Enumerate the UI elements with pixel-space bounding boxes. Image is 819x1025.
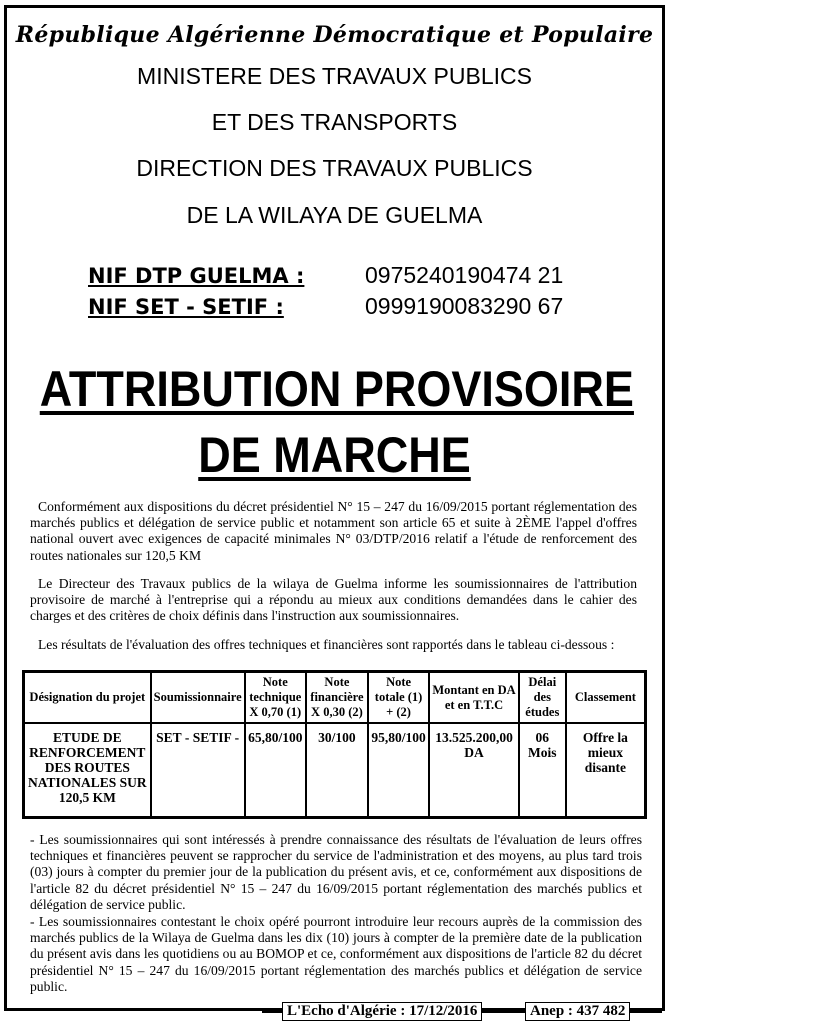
- cell-delai: 06 Mois: [519, 723, 566, 818]
- cell-note-totale: 95,80/100: [368, 723, 429, 818]
- paragraph-consultation: - Les soumissionnaires qui sont intéressés à prendre connaissance des résultats de l'évaluation de leurs offres techniques et financières peuvent se rapprocher du service de l'administration et des moyens, au plus tard trois (03) jours à compter du premier jour de la publication du présent avis, et ce, conformément aux dispositions de l'article 82 du décret présidentiel N° 15 – 247 du 16/09/2015 portant réglementation des marchés publics et délégation de service public.: [30, 832, 642, 912]
- col-header-classement: Classement: [566, 672, 646, 724]
- cell-soumissionnaire: SET - SETIF -: [151, 723, 245, 818]
- ministry-line-4: DE LA WILAYA DE GUELMA: [186, 202, 483, 228]
- table-header-row: [24, 672, 646, 724]
- nif-value-dtp: 0975240190474 21: [365, 262, 564, 288]
- cell-note-technique: 65,80/100: [245, 723, 306, 818]
- col-header-note-totale: Note totale (1) + (2): [368, 672, 429, 724]
- table-row: [24, 723, 646, 818]
- footer-anep: Anep : 437 482: [525, 1002, 630, 1021]
- nif-value-set: 0999190083290 67: [365, 293, 564, 319]
- cell-classement: Offre la mieux disante: [566, 723, 646, 818]
- paragraph-results-intro: Les résultats de l'évaluation des offres techniques et financières sont rapportés dans le tableau ci-dessous :: [38, 637, 615, 652]
- title-line-1: ATTRIBUTION PROVISOIRE: [39, 361, 634, 417]
- paragraph-director: Le Directeur des Travaux publics de la wilaya de Guelma informe les soumissionnaires de l'attribution provisoire de marché à l'entreprise qui a répondu au mieux aux conditions demandées dans le cahier des charges et des critères de choix définis dans l'instruction aux soumissionnaires.: [30, 576, 637, 624]
- col-header-note-technique: Note technique X 0,70 (1): [245, 672, 306, 724]
- cell-montant: 13.525.200,00 DA: [429, 723, 519, 818]
- ministry-line-1: MINISTERE DES TRAVAUX PUBLICS: [137, 63, 532, 89]
- cell-designation: ETUDE DE RENFORCEMENT DES ROUTES NATIONALES SUR 120,5 KM: [24, 723, 151, 818]
- ministry-line-3: DIRECTION DES TRAVAUX PUBLICS: [136, 155, 533, 181]
- cell-note-financiere: 30/100: [306, 723, 368, 818]
- paragraph-decree: Conformément aux dispositions du décret présidentiel N° 15 – 247 du 16/09/2015 portant réglementation des marchés publics et délégation de service public et notamment son article 65 et suite à 2ÈME l'appel d'offres national ouvert avec exigences de capacité minimales N° 03/DTP/2016 relatif a l'étude de renforcement des routes nationales sur 120,5 KM: [30, 499, 637, 563]
- ministry-line-2: ET DES TRANSPORTS: [211, 109, 458, 135]
- col-header-designation: Désignation du projet: [24, 672, 151, 724]
- nif-label-dtp: NIF DTP GUELMA :: [88, 264, 305, 288]
- col-header-note-financiere: Note financière X 0,30 (2): [306, 672, 368, 724]
- results-table: [22, 670, 647, 819]
- col-header-delai: Délai des études: [519, 672, 566, 724]
- paragraph-recours: - Les soumissionnaires contestant le choix opéré pourront introduire leur recours auprès de la commission des marchés publics de la Wilaya de Guelma dans les dix (10) jours à compter de la première date de la publication du présent avis dans les quotidiens ou au BOMOP et ce, conformément aux dispositions de l'article 82 du décret présidentiel N° 15 – 247 du 16/09/2015 portant réglementation des marchés publics et délégation de service public.: [30, 914, 642, 994]
- republic-heading: République Algérienne Démocratique et Populaire: [15, 22, 654, 48]
- col-header-soumissionnaire: Soumissionnaire: [151, 672, 245, 724]
- col-header-montant: Montant en DA et en T.T.C: [429, 672, 519, 724]
- title-line-2: DE MARCHE: [198, 427, 471, 483]
- nif-label-set: NIF SET - SETIF :: [88, 295, 284, 319]
- footer-source: L'Echo d'Algérie : 17/12/2016: [282, 1002, 482, 1021]
